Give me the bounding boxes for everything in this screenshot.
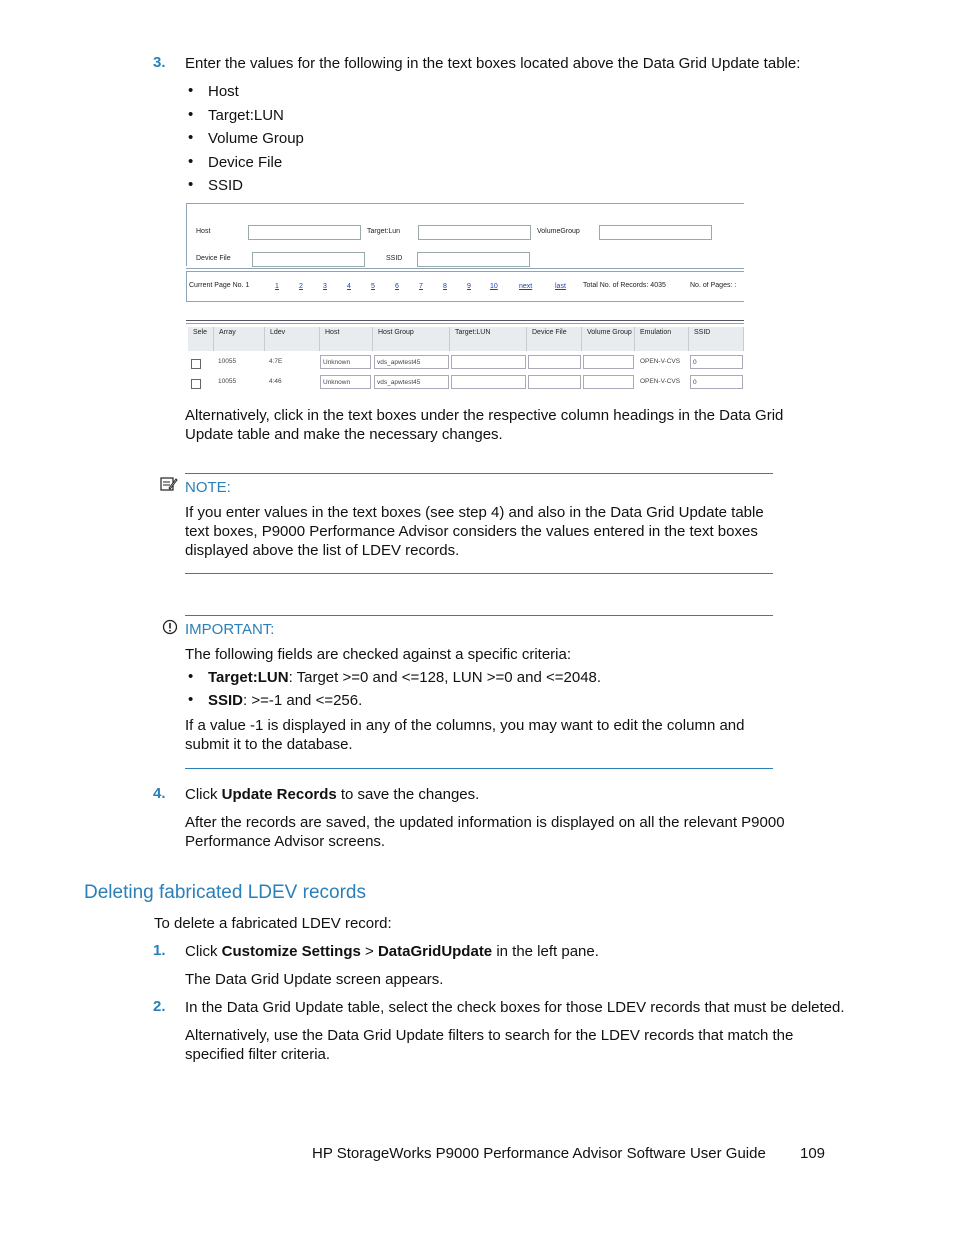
device-file-input[interactable] [252, 252, 365, 267]
bullet-dot: • [188, 82, 194, 99]
column-header: SSID [689, 327, 744, 351]
paragraph: To delete a fabricated LDEV record: [154, 915, 392, 932]
column-header: Emulation [635, 327, 689, 351]
bold-term: Target:LUN [208, 669, 289, 686]
bullet-dot: • [188, 176, 194, 193]
important-label: IMPORTANT: [185, 621, 275, 638]
host-group-cell-input[interactable]: vds_apwtest45 [374, 375, 449, 389]
next-link[interactable]: next [519, 283, 533, 290]
page-link[interactable]: 4 [347, 283, 351, 290]
page-number: 109 [800, 1145, 826, 1162]
step-number: 3. [153, 54, 166, 71]
list-item: Target:LUN [208, 107, 284, 124]
page-link[interactable]: 6 [395, 283, 399, 290]
divider [186, 203, 187, 266]
array-cell: 10055 [218, 378, 237, 385]
array-cell: 10055 [218, 358, 237, 365]
target-label: Target:Lun [367, 228, 401, 235]
page-link[interactable]: 1 [275, 283, 279, 290]
text: in the left pane. [492, 943, 599, 960]
bullet-dot: • [188, 691, 194, 708]
important-top-rule [185, 615, 773, 616]
ssid-cell-input[interactable]: 0 [690, 355, 743, 369]
target-lun-cell-input[interactable] [451, 355, 526, 369]
note-text: If you enter values in the text boxes (see step 4) and also in the Data Grid Update table text boxes, P9000 Performance Advisor considers the values entered in the text boxes displayed above the list of LDEV records. [185, 504, 764, 559]
target-lun-cell-input[interactable] [451, 375, 526, 389]
step-number: 4. [153, 785, 166, 802]
page-count: No. of Pages: : [690, 282, 737, 289]
host-label: Host [196, 228, 211, 235]
page-link[interactable]: 5 [371, 283, 375, 290]
page-link[interactable]: 3 [323, 283, 327, 290]
step-number: 2. [153, 998, 166, 1015]
column-header: Ldev [265, 327, 320, 351]
paragraph: The Data Grid Update screen appears. [185, 971, 444, 988]
criteria-text: : Target >=0 and <=128, LUN >=0 and <=2048. [288, 669, 602, 686]
device-file-cell-input[interactable] [528, 375, 581, 389]
bullet-dot: • [188, 153, 194, 170]
column-header: Target:LUN [450, 327, 527, 351]
note-top-rule [185, 473, 773, 474]
important-intro: The following fields are checked against a specific criteria: [185, 646, 572, 663]
page-link[interactable]: 10 [490, 283, 498, 290]
important-outro: If a value -1 is displayed in any of the columns, you may want to edit the column and submit it to the database. [185, 717, 745, 753]
column-header: Host [320, 327, 373, 351]
page-link[interactable]: 2 [299, 283, 303, 290]
step-text [185, 785, 479, 804]
column-header: Sele [188, 327, 214, 351]
step-text [185, 942, 599, 961]
target-input[interactable] [418, 225, 531, 240]
paragraph: Alternatively, use the Data Grid Update filters to search for the LDEV records that match the specified filter criteria. [185, 1027, 794, 1063]
list-item [208, 691, 362, 710]
list-item: Device File [208, 154, 283, 171]
step-text: In the Data Grid Update table, select the check boxes for those LDEV records that must be deleted. [185, 999, 845, 1016]
host-input[interactable] [248, 225, 361, 240]
paragraph: Alternatively, click in the text boxes under the respective column headings in the Data Grid Update table and make the necessary changes. [185, 407, 784, 443]
divider [186, 323, 744, 324]
row-checkbox[interactable] [191, 379, 201, 389]
host-group-cell-input[interactable]: vds_apwtest45 [374, 355, 449, 369]
ldev-cell: 4:46 [269, 378, 282, 385]
ssid-input[interactable] [417, 252, 530, 267]
column-header: Host Group [373, 327, 450, 351]
volume-group-input[interactable] [599, 225, 712, 240]
volume-group-cell-input[interactable] [583, 375, 634, 389]
bold-term: Customize Settings [221, 943, 361, 960]
list-item: Host [208, 83, 239, 100]
step-text: Enter the values for the following in the text boxes located above the Data Grid Update table: [185, 55, 801, 72]
bullet-dot: • [188, 668, 194, 685]
data-grid-screenshot [186, 203, 744, 393]
bold-term: Update Records [221, 786, 337, 803]
note-bottom-rule [185, 573, 773, 574]
list-item: Volume Group [208, 130, 304, 147]
text: > [360, 943, 378, 960]
important-icon [162, 619, 178, 640]
text: Click [185, 786, 222, 803]
bullet-dot: • [188, 106, 194, 123]
row-checkbox[interactable] [191, 359, 201, 369]
divider [186, 268, 744, 269]
column-header: Device File [527, 327, 582, 351]
step-number: 1. [153, 942, 166, 959]
criteria-text: : >=-1 and <=256. [243, 692, 363, 709]
host-cell-input[interactable]: Unknown [320, 375, 371, 389]
divider [186, 271, 744, 272]
column-header: Volume Group [582, 327, 635, 351]
total-records: Total No. of Records: 4035 [583, 282, 666, 289]
divider [186, 271, 187, 301]
device-file-label: Device File [196, 255, 231, 262]
list-item: SSID [208, 177, 244, 194]
current-page-label: Current Page No. 1 [189, 282, 250, 289]
volume-group-cell-input[interactable] [583, 355, 634, 369]
emulation-cell: OPEN-V-CVS [640, 378, 681, 385]
ldev-cell: 4:7E [269, 358, 283, 365]
host-cell-input[interactable]: Unknown [320, 355, 371, 369]
page-link[interactable]: 7 [419, 283, 423, 290]
emulation-cell: OPEN-V-CVS [640, 358, 681, 365]
footer-title: HP StorageWorks P9000 Performance Advisor Software User Guide [312, 1145, 766, 1162]
note-label: NOTE: [185, 479, 231, 496]
ssid-label: SSID [386, 255, 403, 262]
text: to save the changes. [336, 786, 480, 803]
page-link[interactable]: 8 [443, 283, 447, 290]
last-link[interactable]: last [555, 283, 566, 290]
list-item [208, 668, 601, 687]
bold-term: DataGridUpdate [377, 943, 493, 960]
important-bottom-rule [185, 768, 773, 769]
bullet-dot: • [188, 129, 194, 146]
bold-term: SSID [208, 692, 244, 709]
text: Click [185, 943, 222, 960]
column-header: Array [214, 327, 265, 351]
device-file-cell-input[interactable] [528, 355, 581, 369]
ssid-cell-input[interactable]: 0 [690, 375, 743, 389]
page-link[interactable]: 9 [467, 283, 471, 290]
divider [186, 320, 744, 321]
section-heading: Deleting fabricated LDEV records [84, 882, 366, 903]
divider [186, 301, 744, 302]
paragraph: After the records are saved, the updated information is displayed on all the relevant P9000 Performance Advisor screens. [185, 814, 785, 850]
note-icon [160, 476, 178, 497]
divider [186, 203, 744, 204]
volume-group-label: VolumeGroup [537, 228, 580, 235]
